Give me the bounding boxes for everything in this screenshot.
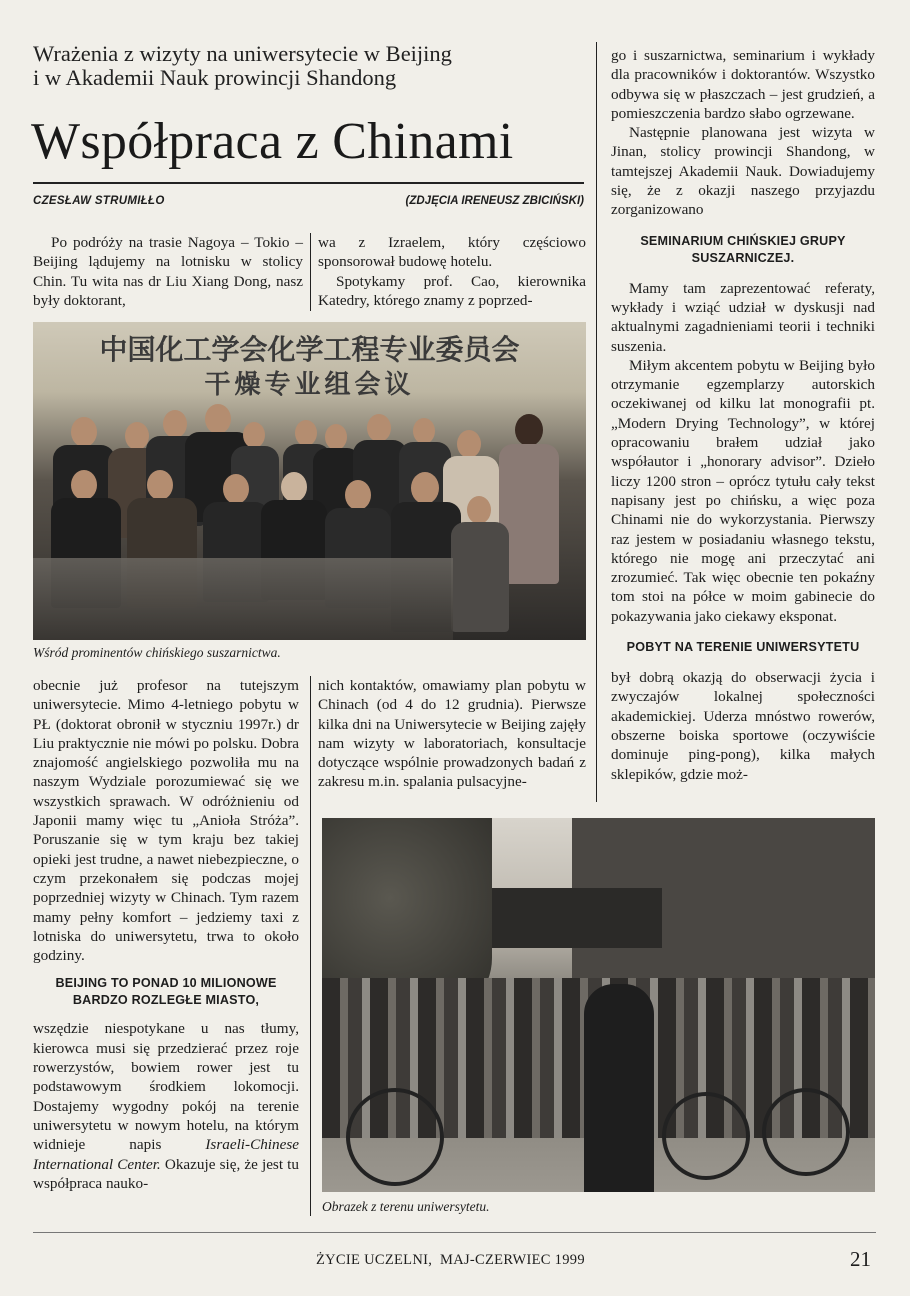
author-byline: CZESŁAW STRUMIŁŁO [33, 195, 165, 207]
paragraph: był dobrą okazją do obserwacji życia i zwyczajów lokalnej społeczności akademickiej. Uderza mnóstwo rowerów, obszerne boiska sportowe (oczywiście dominuje ping-pong), kilka małych sklepików, gdzie moż- [611, 669, 875, 783]
subheading: BEIJING TO PONAD 10 MILIONOWE BARDZO ROZLEGŁE MIASTO, [55, 976, 277, 1008]
person [584, 984, 654, 1192]
column-2-bottom [318, 676, 586, 792]
table-glass [33, 558, 453, 640]
bicycle [762, 1088, 850, 1176]
article-title: Współpraca z Chinami [31, 113, 514, 170]
paragraph: nich kontaktów, omawiamy plan pobytu w Chinach (od 4 do 12 grudnia). Pierwsze kilka dni na Uniwersytecie w Beijing zajęły nam wizyty w laboratoriach, konsultacje dotyczące wspólnie prowadzonych badań z zakresu m.in. spalania pulsacyjne- [318, 677, 586, 791]
group-photo [33, 322, 586, 640]
photo-credit: (ZDJĘCIA IRENEUSZ ZBICIŃSKI) [405, 195, 584, 207]
banner-line-2: 干燥专业组会议 [204, 370, 415, 400]
campus-photo [322, 818, 875, 1192]
column-2-top [318, 233, 586, 310]
paragraph [33, 1019, 299, 1193]
paragraph: Miłym akcentem pobytu w Beijing było otrzymanie egzemplarzy autorskich oczekiwanej od kilku lat monografii pt. „Modern Drying Technology”, w której opracowaniu brałem udział jako współautor i „honorary advisor”. Dzieło liczy 1200 stron – oprócz tytułu cały tekst napisany jest po chińsku, a więc poza Chinami nie do wykorzystania. Pierwszy raz jestem w posiadaniu własnego tekstu, którego nie mogę ani przeczytać ani zrozumieć. Tak więc obecnie ten pokaźny tom stoi na półce w moim gabinecie do pokazywania jako ciekawy eksponat. [611, 356, 875, 625]
column-divider [310, 676, 311, 1216]
text-run: wszędzie niespotykane u nas tłumy, kierowca musi się przedzierać przez roje rowerzystów, bowiem rower jest tu podstawowym środkiem lokomocji. Dostajemy wygodny pokój na terenie uniwersytetu w nowym hotelu, na którym widnieje napis [33, 1020, 299, 1154]
column-divider [310, 233, 311, 311]
paragraph: wa z Izraelem, który częściowo sponsorował budowę hotelu. [318, 234, 586, 271]
paragraph: Spotykamy prof. Cao, kierownika Katedry, którego znamy z poprzed- [318, 272, 586, 309]
banner-line-1: 中国化工学会化学工程专业委员会 [99, 333, 520, 366]
title-rule [33, 182, 584, 184]
text-run: Okazuje się, że jest tu współpraca nauko- [33, 1155, 299, 1192]
bicycle [662, 1092, 750, 1180]
journal-issue: MAJ-CZERWIEC 1999 [440, 1252, 585, 1268]
paragraph: Po podróży na trasie Nagoya – Tokio – Beijing lądujemy na lotnisku w stolicy Chin. Tu wita nas dr Liu Xiang Dong, nasz były doktorant, [33, 234, 303, 309]
footer-rule [33, 1232, 876, 1233]
photo-caption: Obrazek z terenu uniwersytetu. [322, 1199, 490, 1214]
journal-name: ŻYCIE UCZELNI, [316, 1252, 433, 1268]
photo-caption: Wśród prominentów chińskiego suszarnictwa. [33, 645, 281, 660]
column-divider [596, 42, 597, 802]
article-kicker [33, 42, 593, 90]
subheading: SEMINARIUM CHIŃSKIEJ GRUPY SUSZARNICZEJ. [640, 233, 846, 265]
kicker-line-2: i w Akademii Nauk prowincji Shandong [33, 65, 397, 90]
footer-journal [316, 1252, 585, 1269]
column-1-bottom [33, 676, 299, 1193]
hotel-name: Israeli-Chinese International Center. [33, 1136, 299, 1173]
column-3 [611, 46, 875, 784]
subheading: POBYT NA TERENIE UNIWERSYTETU [626, 640, 860, 655]
column-1-top [33, 233, 303, 310]
paragraph: go i suszarnictwa, seminarium i wykłady dla pracowników i doktorantów. Wszystko odbywa się w płaszczach – jest grudzień, a pomieszczenia bardzo słabo ogrzewane. [611, 47, 875, 122]
paragraph: Następnie planowana jest wizyta w Jinan, stolicy prowincji Shandong, w tamtejszej Akademii Nauk. Dowiadujemy się, że z okazji naszego przyjazdu zorganizowano [611, 124, 875, 219]
paragraph: Mamy tam zaprezentować referaty, wykłady i wziąć udział w dyskusji nad aktualnymi zagadnieniami teorii i techniki suszenia. [611, 279, 875, 355]
page-number: 21 [850, 1247, 871, 1271]
paragraph: obecnie już profesor na tutejszym uniwersytecie. Mimo 4-letniego pobytu w PŁ (doktorat obronił w styczniu 1997r.) dr Liu praktycznie nie mówi po polsku. Dobra znajomość angielskiego pozwoliła mu na naszym Wydziale porozumiewać się we wszystkich sprawach. W odróżnieniu od Japonii mamy więc tu „Anioła Stróża”. Poruszanie się w tym kraju bez takiej opieki jest trudne, a nawet niebezpieczne, o czym przekonałem się podczas mojej poprzedniej wizyty w Chinach. Tym razem mamy pełny komfort – jedziemy taxi z lotniska do uniwersytetu, trwa to około godziny. [33, 677, 299, 965]
kicker-line-1: Wrażenia z wizyty na uniwersytecie w Beijing [33, 41, 452, 66]
bicycle [346, 1088, 444, 1186]
